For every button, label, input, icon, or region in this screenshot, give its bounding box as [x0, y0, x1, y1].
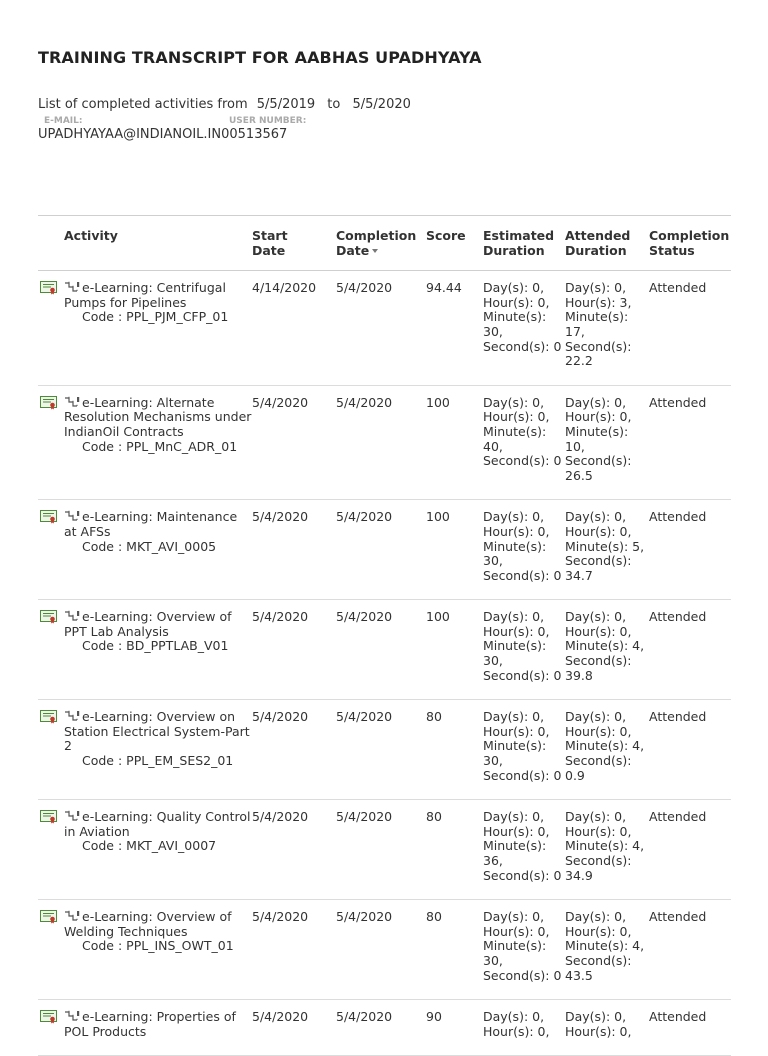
estimated-line: 30, — [483, 753, 503, 769]
user-number-label: USER NUMBER: — [229, 116, 307, 126]
start-date-cell: 5/4/2020 — [252, 385, 336, 500]
sort-desc-icon[interactable] — [372, 249, 378, 253]
activity-code: Code : PPL_INS_OWT_01 — [82, 938, 234, 954]
score-cell: 80 — [426, 800, 483, 900]
icon-cell — [38, 900, 64, 1000]
attended-duration-cell — [565, 1000, 649, 1056]
table-row — [38, 500, 731, 600]
estimated-line: Second(s): 0 — [483, 338, 562, 354]
activity-cell[interactable] — [64, 271, 252, 386]
estimated-line: Second(s): 0 — [483, 567, 562, 583]
range-label: List of completed activities from — [38, 97, 248, 112]
estimated-line: 30, — [483, 553, 503, 569]
attended-line: 34.7 — [565, 567, 593, 583]
activity-code: Code : PPL_MnC_ADR_01 — [82, 438, 238, 454]
estimated-line: Hour(s): 0, — [483, 923, 550, 939]
course-flow-icon — [64, 910, 80, 922]
activity-cell[interactable] — [64, 1000, 252, 1056]
attended-line: Day(s): 0, — [565, 509, 627, 525]
activity-code: Code : PPL_EM_SES2_01 — [82, 753, 234, 769]
activity-code: Code : BD_PPTLAB_V01 — [82, 638, 229, 654]
attended-line: Second(s): — [565, 952, 632, 968]
attended-line: Day(s): 0, — [565, 609, 627, 625]
estimated-duration-cell — [483, 500, 565, 600]
activity-type: e-Learning: — [82, 394, 153, 410]
course-flow-icon — [64, 610, 80, 622]
estimated-line: Hour(s): 0, — [483, 523, 550, 539]
activity-type: e-Learning: — [82, 509, 153, 525]
table-row — [38, 900, 731, 1000]
icon-cell — [38, 500, 64, 600]
certificate-icon[interactable] — [40, 610, 58, 624]
activity-title-line[interactable] — [64, 610, 252, 639]
estimated-line: Second(s): 0 — [483, 767, 562, 783]
estimated-line: 30, — [483, 653, 503, 669]
activity-cell[interactable] — [64, 900, 252, 1000]
icon-cell — [38, 600, 64, 700]
activity-type: e-Learning: — [82, 280, 153, 296]
attended-line: Minute(s): 4, — [565, 638, 645, 654]
score-cell: 100 — [426, 500, 483, 600]
activity-cell[interactable] — [64, 800, 252, 900]
header-activity[interactable]: Activity — [64, 216, 252, 271]
estimated-line: Hour(s): 0, — [483, 723, 550, 739]
icon-cell — [38, 385, 64, 500]
course-flow-icon — [64, 810, 80, 822]
course-flow-icon — [64, 396, 80, 408]
attended-line: Day(s): 0, — [565, 909, 627, 925]
attended-line: Minute(s): 4, — [565, 838, 645, 854]
page-title: TRAINING TRANSCRIPT FOR AABHAS UPADHYAYA — [38, 48, 482, 67]
estimated-duration-cell — [483, 385, 565, 500]
header-icons — [38, 216, 64, 271]
header-attended-duration[interactable]: Attended Duration — [565, 216, 649, 271]
estimated-line: 30, — [483, 952, 503, 968]
start-date-cell: 5/4/2020 — [252, 600, 336, 700]
header-completion-status[interactable]: Completion Status — [649, 216, 731, 271]
estimated-line: Minute(s): — [483, 738, 547, 754]
score-cell: 100 — [426, 600, 483, 700]
range-from: 5/5/2019 — [256, 97, 316, 112]
activity-cell[interactable] — [64, 500, 252, 600]
score-cell: 80 — [426, 900, 483, 1000]
attended-line: Second(s): — [565, 853, 632, 868]
course-flow-icon — [64, 510, 80, 522]
table-row — [38, 600, 731, 700]
start-date-cell: 5/4/2020 — [252, 800, 336, 900]
completion-date-cell: 5/4/2020 — [336, 385, 426, 500]
activity-title[interactable]: Centrifugal Pumps for Pipelines — [64, 280, 226, 310]
start-date-cell: 5/4/2020 — [252, 500, 336, 600]
attended-line: 26.5 — [565, 467, 593, 483]
activity-title[interactable]: Alternate Resolution Mechanisms under IndianOil Contracts — [64, 394, 252, 439]
course-flow-icon — [64, 1010, 80, 1022]
activity-title[interactable]: Overview of Welding Techniques — [64, 909, 232, 939]
attended-line: Hour(s): 0, — [565, 623, 632, 639]
activity-title-line[interactable] — [64, 810, 252, 839]
estimated-line: Minute(s): — [483, 538, 547, 554]
attended-line: Hour(s): 0, — [565, 409, 632, 425]
attended-line: Day(s): 0, — [565, 394, 627, 410]
start-date-cell: 4/14/2020 — [252, 271, 336, 386]
start-date-cell: 5/4/2020 — [252, 1000, 336, 1056]
attended-line: Hour(s): 0, — [565, 523, 632, 539]
estimated-line: Day(s): 0, — [483, 809, 545, 825]
estimated-line: Day(s): 0, — [483, 709, 545, 725]
table-row — [38, 385, 731, 500]
completion-date-cell: 5/4/2020 — [336, 700, 426, 800]
attended-duration-cell — [565, 900, 649, 1000]
attended-line: Minute(s): 4, — [565, 938, 645, 954]
table-row — [38, 1000, 731, 1056]
estimated-line: Minute(s): — [483, 309, 547, 325]
activity-type: e-Learning: — [82, 609, 153, 625]
table-row — [38, 271, 731, 386]
completion-date-cell: 5/4/2020 — [336, 1000, 426, 1056]
status-cell: Attended — [649, 385, 731, 500]
table-row — [38, 800, 731, 900]
attended-line: 43.5 — [565, 967, 593, 983]
activity-cell[interactable] — [64, 600, 252, 700]
attended-line: Minute(s): 4, — [565, 738, 645, 754]
icon-cell — [38, 800, 64, 900]
estimated-line: Second(s): 0 — [483, 967, 562, 983]
attended-duration-cell — [565, 500, 649, 600]
estimated-duration-cell — [483, 900, 565, 1000]
estimated-line: 30, — [483, 323, 503, 339]
activity-code: Code : MKT_AVI_0005 — [82, 538, 217, 554]
attended-duration-cell — [565, 600, 649, 700]
score-cell: 90 — [426, 1000, 483, 1056]
estimated-line: Day(s): 0, — [483, 609, 545, 625]
attended-line: Hour(s): 0, — [565, 823, 632, 839]
header-start-date[interactable]: Start Date — [252, 216, 336, 271]
header-completion-date[interactable]: Completion Date — [336, 216, 426, 271]
estimated-duration-cell — [483, 600, 565, 700]
certificate-icon[interactable] — [40, 281, 58, 295]
start-date-cell: 5/4/2020 — [252, 700, 336, 800]
attended-line: Hour(s): 3, — [565, 294, 632, 310]
attended-line: Second(s): — [565, 338, 632, 354]
attended-line: Hour(s): 0, — [565, 1023, 632, 1039]
start-date-cell: 5/4/2020 — [252, 900, 336, 1000]
activity-code: Code : PPL_PJM_CFP_01 — [82, 309, 229, 325]
attended-line: Second(s): — [565, 553, 632, 569]
transcript-table — [38, 215, 731, 1056]
status-cell: Attended — [649, 500, 731, 600]
course-flow-icon — [64, 710, 80, 722]
activity-title-line[interactable] — [64, 910, 252, 939]
status-cell: Attended — [649, 271, 731, 386]
attended-line: 34.9 — [565, 867, 593, 883]
certificate-icon[interactable] — [40, 396, 58, 410]
attended-duration-cell — [565, 385, 649, 500]
attended-line: Minute(s): — [565, 309, 629, 325]
attended-line: Day(s): 0, — [565, 809, 627, 825]
attended-line: Day(s): 0, — [565, 1009, 627, 1025]
estimated-line: Hour(s): 0, — [483, 409, 550, 425]
completion-date-cell: 5/4/2020 — [336, 800, 426, 900]
activity-title[interactable]: Overview on Station Electrical System-Part 2 — [64, 709, 250, 754]
activity-cell[interactable] — [64, 700, 252, 800]
activity-title-line[interactable] — [64, 1010, 252, 1039]
certificate-icon[interactable] — [40, 810, 58, 824]
header-score[interactable]: Score — [426, 216, 483, 271]
attended-line: Day(s): 0, — [565, 709, 627, 725]
activity-title[interactable]: Quality Control in Aviation — [64, 809, 251, 839]
attended-line: 0.9 — [565, 767, 585, 783]
activity-cell[interactable] — [64, 385, 252, 500]
status-cell: Attended — [649, 800, 731, 900]
estimated-line: Minute(s): — [483, 938, 547, 954]
estimated-line: 40, — [483, 438, 503, 454]
estimated-line: 36, — [483, 853, 503, 868]
date-range — [38, 97, 411, 112]
estimated-duration-cell — [483, 271, 565, 386]
estimated-line: Hour(s): 0, — [483, 623, 550, 639]
attended-duration-cell — [565, 700, 649, 800]
score-cell: 80 — [426, 700, 483, 800]
estimated-duration-cell — [483, 1000, 565, 1056]
attended-line: 17, — [565, 323, 585, 339]
attended-duration-cell — [565, 800, 649, 900]
activity-type: e-Learning: — [82, 809, 153, 825]
attended-line: Second(s): — [565, 753, 632, 769]
estimated-line: Day(s): 0, — [483, 280, 545, 296]
activity-title[interactable]: Properties of POL Products — [64, 1009, 236, 1039]
activity-code: Code : MKT_AVI_0007 — [82, 838, 217, 854]
email-value: UPADHYAYAA@INDIANOIL.IN00513567 — [38, 127, 288, 142]
attended-line: 39.8 — [565, 667, 593, 683]
estimated-line: Second(s): 0 — [483, 867, 562, 883]
estimated-line: Second(s): 0 — [483, 453, 562, 469]
attended-line: Hour(s): 0, — [565, 923, 632, 939]
attended-line: Day(s): 0, — [565, 280, 627, 296]
completion-date-cell: 5/4/2020 — [336, 271, 426, 386]
completion-date-cell: 5/4/2020 — [336, 900, 426, 1000]
estimated-line: Hour(s): 0, — [483, 823, 550, 839]
estimated-line: Hour(s): 0, — [483, 1023, 550, 1039]
score-cell: 94.44 — [426, 271, 483, 386]
completion-date-cell: 5/4/2020 — [336, 500, 426, 600]
estimated-line: Day(s): 0, — [483, 1009, 545, 1025]
attended-line: Minute(s): — [565, 423, 629, 439]
estimated-duration-cell — [483, 700, 565, 800]
estimated-line: Minute(s): — [483, 638, 547, 654]
score-cell: 100 — [426, 385, 483, 500]
estimated-line: Hour(s): 0, — [483, 294, 550, 310]
status-cell: Attended — [649, 700, 731, 800]
activity-title[interactable]: Maintenance at AFSs — [64, 509, 238, 539]
table-row — [38, 700, 731, 800]
estimated-line: Day(s): 0, — [483, 909, 545, 925]
estimated-line: Minute(s): — [483, 838, 547, 854]
estimated-line: Second(s): 0 — [483, 667, 562, 683]
estimated-line: Day(s): 0, — [483, 509, 545, 525]
activity-title-line[interactable] — [64, 510, 252, 539]
completion-date-cell: 5/4/2020 — [336, 600, 426, 700]
activity-title-line[interactable] — [64, 281, 252, 310]
estimated-duration-cell — [483, 800, 565, 900]
course-flow-icon — [64, 281, 80, 293]
icon-cell — [38, 700, 64, 800]
activity-title-line[interactable] — [64, 396, 252, 440]
activity-type: e-Learning: — [82, 1009, 153, 1025]
activity-title-line[interactable] — [64, 710, 252, 754]
activity-type: e-Learning: — [82, 709, 153, 725]
estimated-line: Day(s): 0, — [483, 394, 545, 410]
icon-cell — [38, 271, 64, 386]
table-header-row — [38, 216, 731, 271]
icon-cell — [38, 1000, 64, 1056]
email-label: E-MAIL: — [44, 116, 83, 126]
status-cell: Attended — [649, 1000, 731, 1056]
range-to: 5/5/2020 — [352, 97, 411, 112]
attended-line: 22.2 — [565, 353, 593, 369]
attended-line: 10, — [565, 438, 585, 454]
activity-title[interactable]: Overview of PPT Lab Analysis — [64, 609, 232, 639]
estimated-line: Minute(s): — [483, 423, 547, 439]
attended-line: Second(s): — [565, 453, 632, 469]
status-cell: Attended — [649, 900, 731, 1000]
header-estimated-duration[interactable]: Estimated Duration — [483, 216, 565, 271]
attended-line: Hour(s): 0, — [565, 723, 632, 739]
attended-line: Minute(s): 5, — [565, 538, 645, 554]
activity-type: e-Learning: — [82, 909, 153, 925]
status-cell: Attended — [649, 600, 731, 700]
certificate-icon[interactable] — [40, 510, 58, 524]
certificate-icon[interactable] — [40, 910, 58, 924]
attended-duration-cell — [565, 271, 649, 386]
range-to-label: to — [327, 97, 341, 112]
certificate-icon[interactable] — [40, 1010, 58, 1024]
attended-line: Second(s): — [565, 653, 632, 669]
certificate-icon[interactable] — [40, 710, 58, 724]
